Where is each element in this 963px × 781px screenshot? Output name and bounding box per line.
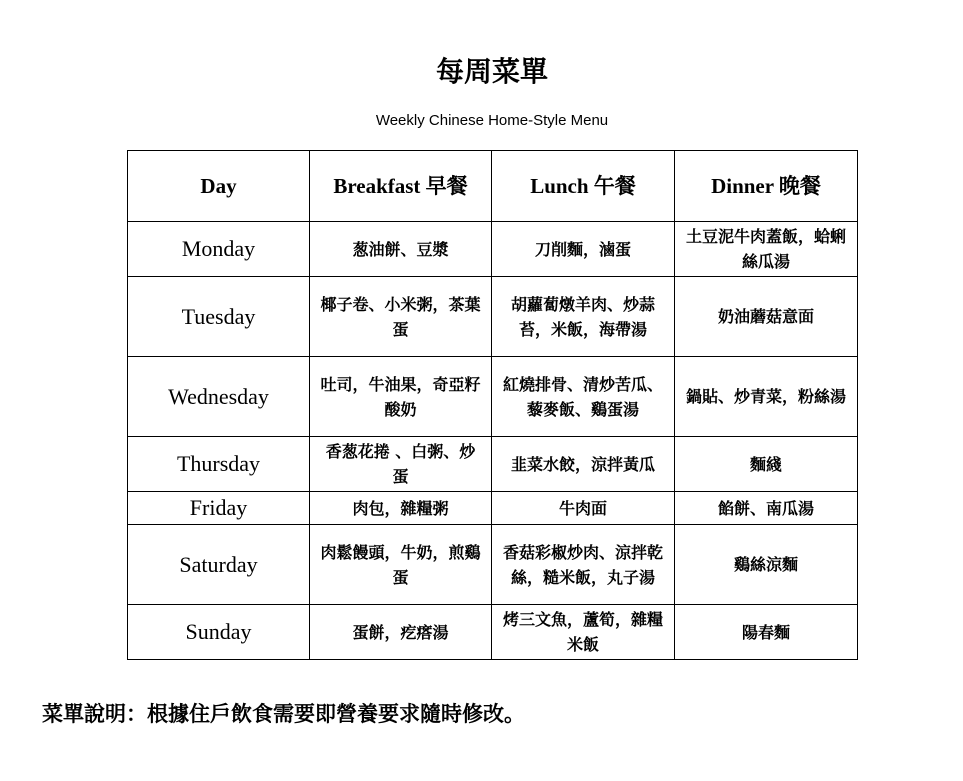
weekly-menu-table bbox=[127, 150, 858, 660]
day-cell: Friday bbox=[128, 492, 310, 525]
table-row bbox=[128, 605, 858, 660]
lunch-cell: 胡蘿蔔燉羊肉、炒蒜苔，米飯，海帶湯 bbox=[492, 277, 675, 357]
breakfast-cell: 葱油餅、豆漿 bbox=[310, 222, 492, 277]
lunch-cell: 韭菜水餃，涼拌黃瓜 bbox=[492, 437, 675, 492]
day-cell: Thursday bbox=[128, 437, 310, 492]
page-subtitle: Weekly Chinese Home-Style Menu bbox=[375, 112, 609, 129]
day-cell: Sunday bbox=[128, 605, 310, 660]
table-row bbox=[128, 437, 858, 492]
dinner-cell: 餡餅、南瓜湯 bbox=[675, 492, 858, 525]
dinner-cell: 麵綫 bbox=[675, 437, 858, 492]
breakfast-cell: 吐司，牛油果，奇亞籽酸奶 bbox=[310, 357, 492, 437]
menu-note: 菜單說明：根據住戶飲食需要即營養要求隨時修改。 bbox=[42, 702, 525, 726]
dinner-cell: 奶油蘑菇意面 bbox=[675, 277, 858, 357]
lunch-cell: 香菇彩椒炒肉、涼拌乾絲，糙米飯，丸子湯 bbox=[492, 525, 675, 605]
header-breakfast: Breakfast 早餐 bbox=[310, 151, 492, 222]
dinner-cell: 陽春麵 bbox=[675, 605, 858, 660]
table-row bbox=[128, 525, 858, 605]
table-row bbox=[128, 277, 858, 357]
day-cell: Tuesday bbox=[128, 277, 310, 357]
breakfast-cell: 蛋餅，疙瘩湯 bbox=[310, 605, 492, 660]
breakfast-cell: 肉包，雜糧粥 bbox=[310, 492, 492, 525]
dinner-cell: 土豆泥牛肉蓋飯，蛤蜊絲瓜湯 bbox=[675, 222, 858, 277]
lunch-cell: 紅燒排骨、清炒苦瓜、藜麥飯、鷄蛋湯 bbox=[492, 357, 675, 437]
header-dinner: Dinner 晚餐 bbox=[675, 151, 858, 222]
lunch-cell: 烤三文魚，蘆筍，雜糧米飯 bbox=[492, 605, 675, 660]
breakfast-cell: 椰子卷、小米粥，茶葉蛋 bbox=[310, 277, 492, 357]
table-header-row bbox=[128, 151, 858, 222]
lunch-cell: 牛肉面 bbox=[492, 492, 675, 525]
day-cell: Monday bbox=[128, 222, 310, 277]
dinner-cell: 鷄絲涼麵 bbox=[675, 525, 858, 605]
breakfast-cell: 肉鬆饅頭，牛奶，煎鷄蛋 bbox=[310, 525, 492, 605]
lunch-cell: 刀削麵，滷蛋 bbox=[492, 222, 675, 277]
page-title: 每周菜單 bbox=[435, 55, 548, 88]
table-row bbox=[128, 492, 858, 525]
table-row bbox=[128, 357, 858, 437]
header-lunch: Lunch 午餐 bbox=[492, 151, 675, 222]
dinner-cell: 鍋貼、炒青菜，粉絲湯 bbox=[675, 357, 858, 437]
header-day: Day bbox=[128, 151, 310, 222]
table-row bbox=[128, 222, 858, 277]
day-cell: Saturday bbox=[128, 525, 310, 605]
day-cell: Wednesday bbox=[128, 357, 310, 437]
breakfast-cell: 香葱花捲 、白粥、炒蛋 bbox=[310, 437, 492, 492]
